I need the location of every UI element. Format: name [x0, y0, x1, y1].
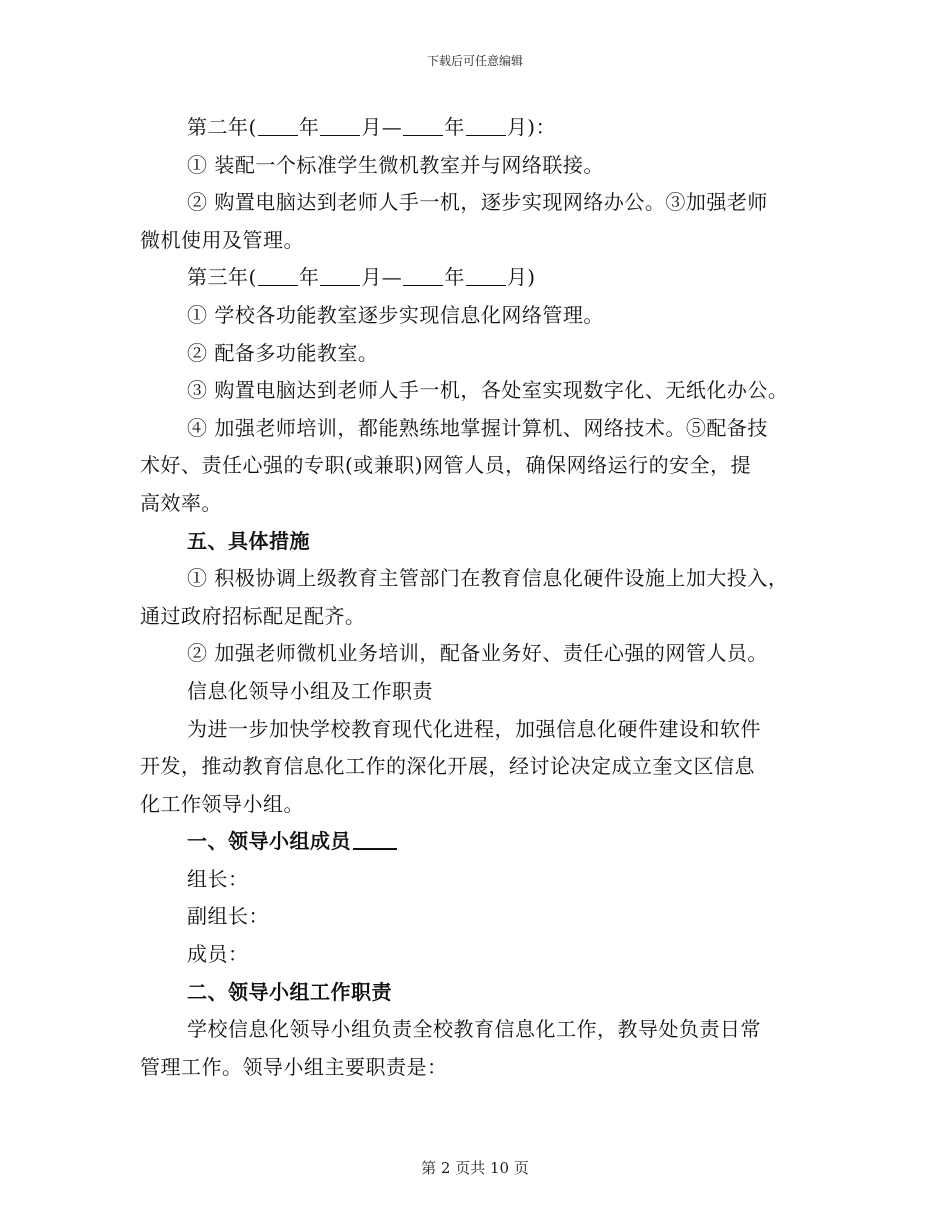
paragraph-line: 术好、责任心强的专职(或兼职)网管人员，确保网络运行的安全，提 [140, 453, 752, 478]
section-heading-2: 二、领导小组工作职责 [187, 979, 392, 1004]
paragraph-line: 为进一步加快学校教育现代化进程，加强信息化硬件建设和软件 [187, 716, 761, 741]
month-text: 月) [506, 265, 536, 290]
year-text: 年 [444, 265, 465, 290]
document-body [140, 109, 810, 1086]
paragraph-line: ① 装配一个标准学生微机教室并与网络联接。 [187, 152, 604, 177]
paragraph-line: 开发，推动教育信息化工作的深化开展，经讨论决定成立奎文区信息 [140, 754, 755, 779]
year-text: 年 [298, 265, 320, 290]
paragraph-line: ② 购置电脑达到老师人手一机，逐步实现网络办公。③加强老师 [187, 190, 768, 215]
paragraph-line: 通过政府招标配足配齐。 [140, 603, 366, 628]
page-footer: 第 2 页共 10 页 [421, 1159, 529, 1177]
blank-field [403, 113, 443, 136]
blank-field [353, 826, 397, 850]
page-header: 下载后可任意编辑 [426, 54, 523, 68]
month-text: 月— [361, 265, 403, 290]
paragraph-line: 组长： [187, 866, 249, 891]
section-heading-text: 一、领导小组成员 [187, 829, 351, 854]
year-text: 年 [444, 115, 465, 139]
blank-field [466, 113, 506, 136]
paragraph-line: ② 加强老师微机业务培训，配备业务好、责任心强的网管人员。 [187, 641, 768, 666]
year2-heading [140, 109, 810, 147]
blank-field [258, 263, 298, 286]
blank-field [258, 113, 298, 136]
paragraph-line: ③ 购置电脑达到老师人手一机，各处室实现数字化、无纸化办公。 [187, 378, 789, 403]
year2-label: 第二年( [187, 115, 257, 139]
paragraph-line: 信息化领导小组及工作职责 [187, 678, 433, 703]
paragraph-line: 高效率。 [140, 490, 222, 515]
paragraph-line: 化工作领导小组。 [140, 791, 304, 816]
blank-field [403, 263, 443, 286]
blank-field [320, 113, 360, 136]
paragraph-line: ④ 加强老师培训，都能熟练地掌握计算机、网络技术。⑤配备技 [187, 415, 768, 440]
year3-label: 第三年( [187, 265, 257, 290]
paragraph-line: 副组长： [187, 904, 269, 929]
paragraph-line: 成员： [187, 942, 249, 967]
paragraph-line: ① 积极协调上级教育主管部门在教育信息化硬件设施上加大投入， [187, 566, 789, 591]
paragraph-line: ② 配备多功能教室。 [187, 340, 379, 365]
section-heading-1 [140, 823, 810, 861]
section-heading-5: 五、具体措施 [187, 528, 310, 553]
paragraph-line: 微机使用及管理。 [140, 227, 304, 252]
blank-field [320, 263, 360, 286]
paragraph-line: 学校信息化领导小组负责全校教育信息化工作，教导处负责日常 [187, 1017, 761, 1042]
blank-field [466, 263, 506, 286]
month-text: 月)： [506, 115, 557, 139]
month-text: 月— [361, 115, 403, 139]
paragraph-line: 管理工作。领导小组主要职责是： [140, 1054, 448, 1079]
year3-heading [140, 259, 810, 297]
year-text: 年 [298, 115, 320, 139]
paragraph-line: ① 学校各功能教室逐步实现信息化网络管理。 [187, 302, 604, 327]
